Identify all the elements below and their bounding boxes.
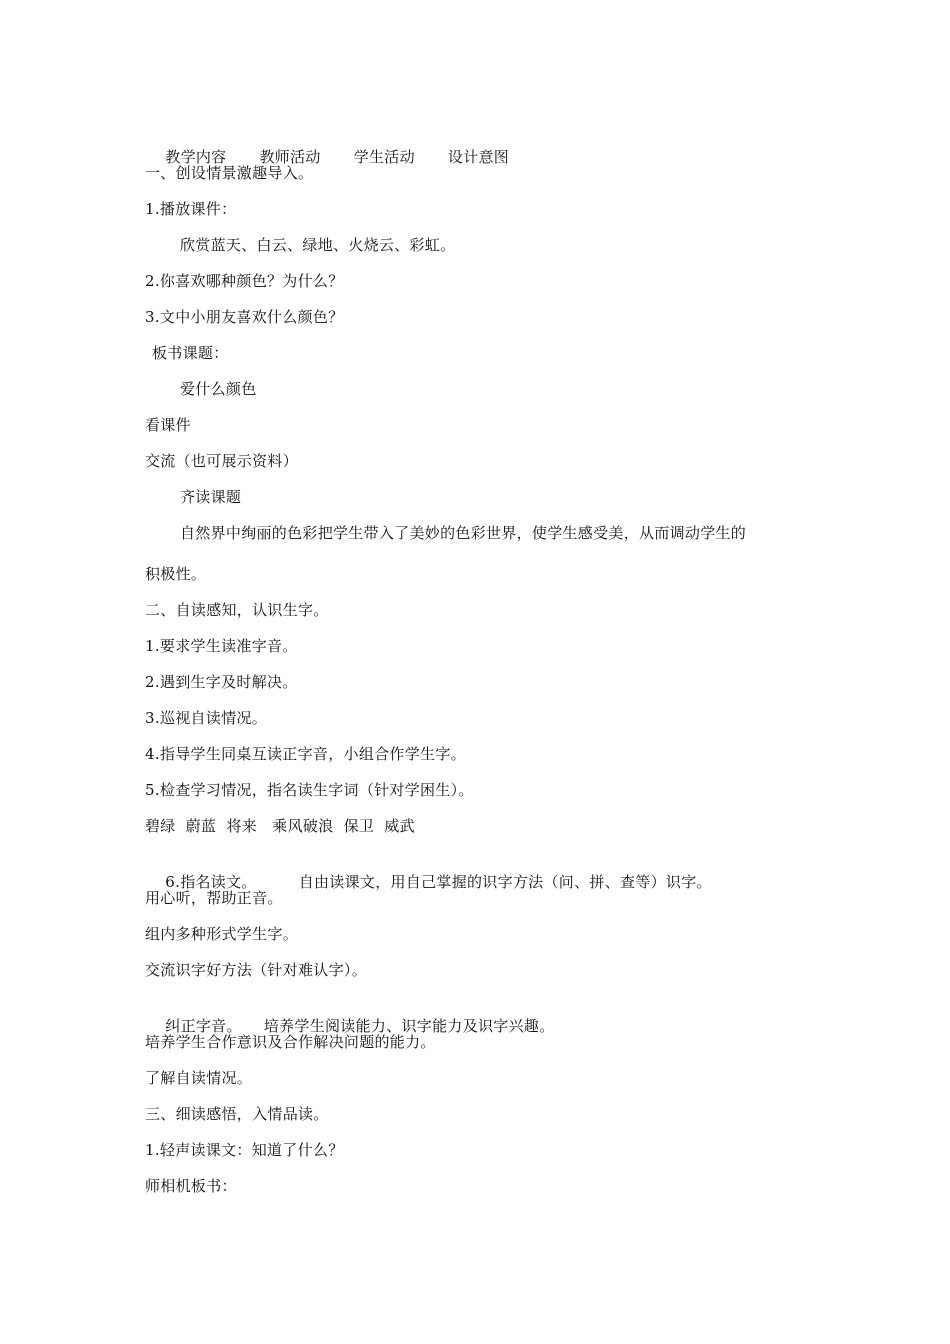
student-listen: 用心听，帮助正音。 xyxy=(145,889,283,907)
section-3-item-1: 1.轻声读课文：知道了什么？ xyxy=(145,1141,344,1159)
section-3-title: 三、细读感悟，入情品读。 xyxy=(145,1105,329,1123)
section-2-item-4: 4.指导学生同桌互读正字音，小组合作学生字。 xyxy=(145,745,466,763)
intent-1-line-a: 自然界中绚丽的色彩把学生带入了美妙的色彩世界，使学生感受美，从而调动学生的 xyxy=(180,524,747,542)
section-2-item-2: 2.遇到生字及时解决。 xyxy=(145,673,298,691)
section-2-title: 二、自读感知，认识生字。 xyxy=(145,601,329,619)
student-exchange: 交流（也可展示资料） xyxy=(145,452,299,470)
section-2-item-1: 1.要求学生读准字音。 xyxy=(145,637,298,655)
header-content: 教学内容 xyxy=(165,148,227,166)
board-label: 板书课题： xyxy=(152,344,229,362)
section-1-item-2: 2.你喜欢哪种颜色？为什么？ xyxy=(145,272,344,290)
intent-3: 培养学生合作意识及合作解决问题的能力。 xyxy=(145,1033,436,1051)
section-2-item-6: 6.指名读文。 xyxy=(165,873,257,891)
section-1-item-1: 1.播放课件： xyxy=(145,200,237,218)
student-share: 交流识字好方法（针对难认字）。 xyxy=(145,961,368,979)
student-correct: 纠正字音。 xyxy=(165,1017,242,1035)
board-title: 爱什么颜色 xyxy=(180,380,257,398)
student-read-title: 齐读课题 xyxy=(180,488,242,506)
section-2-item-5: 5.检查学习情况，指名读生字词（针对学困生）。 xyxy=(145,781,474,799)
vocabulary-words: 碧绿 蔚蓝 将来 乘风破浪 保卫 威武 xyxy=(145,817,415,835)
section-3-board: 师相机板书： xyxy=(145,1177,237,1195)
student-group: 组内多种形式学生字。 xyxy=(145,925,299,943)
student-watch: 看课件 xyxy=(145,416,191,434)
section-2-item-3: 3.巡视自读情况。 xyxy=(145,709,268,727)
header-student: 学生活动 xyxy=(353,148,415,166)
student-free-read: 自由读课文，用自己掌握的识字方法（问、拼、查等）识字。 xyxy=(298,873,712,891)
section-1-item-1-detail: 欣赏蓝天、白云、绿地、火烧云、彩虹。 xyxy=(180,236,456,254)
header-intent: 设计意图 xyxy=(447,148,510,166)
section-1-title: 一、创设情景激趣导入。 xyxy=(145,164,314,182)
header-teacher: 教师活动 xyxy=(259,148,321,166)
intent-4: 了解自读情况。 xyxy=(145,1069,253,1087)
section-1-item-3: 3.文中小朋友喜欢什么颜色？ xyxy=(145,308,344,326)
intent-2: 培养学生阅读能力、识字能力及识字兴趣。 xyxy=(263,1017,555,1035)
intent-1-line-b: 积极性。 xyxy=(145,565,207,583)
